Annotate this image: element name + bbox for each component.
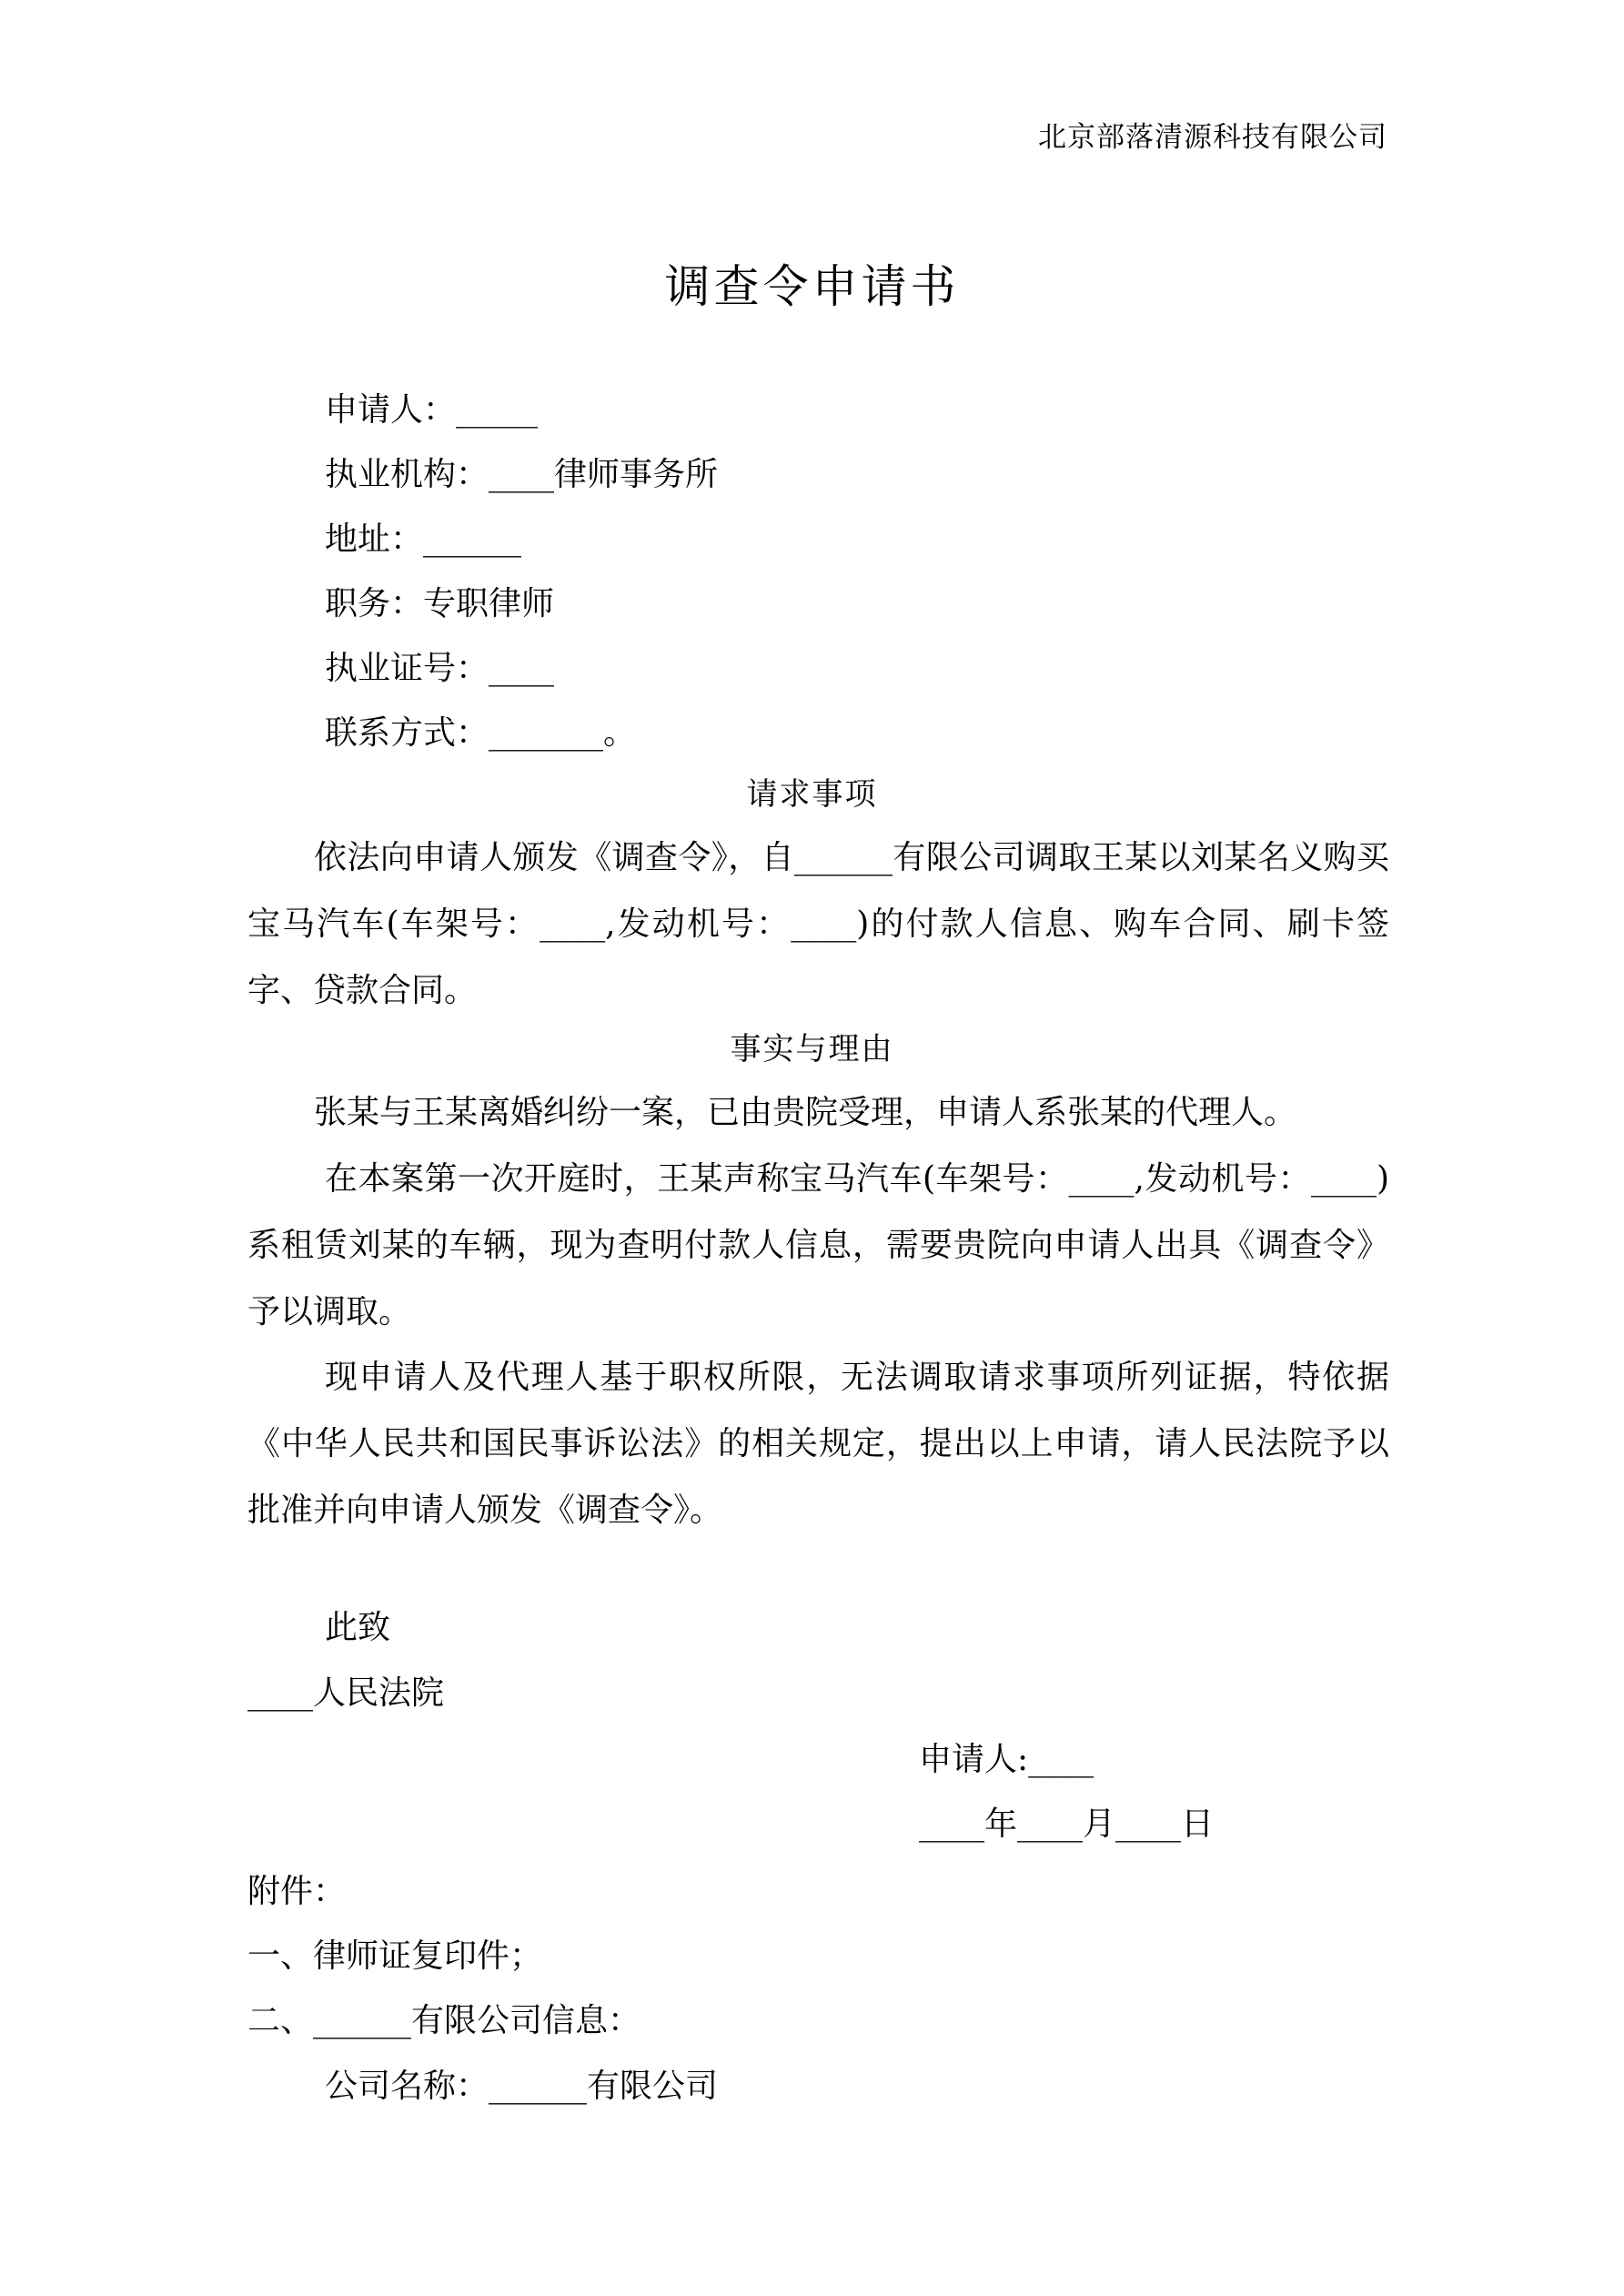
contact-field: 联系方式：_______。 bbox=[325, 714, 637, 752]
request-paragraph: 依法向申请人颁发《调查令》，自______有限公司调取王某以刘某名义购买宝马汽车(车架号：____,发动机号：____)的付款人信息、购车合同、刷卡签字、贷款合同。 bbox=[247, 839, 1389, 1009]
request-heading: 请求事项 bbox=[746, 776, 878, 813]
company-header: 北京部落清源科技有限公司 bbox=[1038, 121, 1387, 154]
facts-paragraph-2: 在本案第一次开庭时，王某声称宝马汽车(车架号：____,发动机号：____)系租赁刘某的车辆，现为查明付款人信息，需要贵院向申请人出具《调查令》予以调取。 bbox=[247, 1160, 1389, 1330]
position-field: 职务：专职律师 bbox=[325, 585, 555, 622]
facts-paragraph-3: 现申请人及代理人基于职权所限，无法调取请求事项所列证据，特依据《中华人民共和国民事诉讼法》的相关规定，提出以上申请，请人民法院予以批准并向申请人颁发《调查令》。 bbox=[247, 1359, 1389, 1529]
institution-field: 执业机构：____律师事务所 bbox=[325, 456, 719, 493]
address-field: 地址：______ bbox=[325, 521, 522, 558]
attachment-item-2: 二、______有限公司信息： bbox=[247, 2002, 641, 2039]
attachment-item-1: 一、律师证复印件； bbox=[247, 1937, 543, 1975]
facts-paragraph-1: 张某与王某离婚纠纷一案，已由贵院受理，申请人系张某的代理人。 bbox=[314, 1094, 1297, 1131]
signature-applicant: 申请人:____ bbox=[919, 1741, 1094, 1778]
closing-salutation: 此致 bbox=[325, 1609, 391, 1646]
signature-date: ____年____月____日 bbox=[919, 1805, 1215, 1843]
license-number-field: 执业证号：____ bbox=[325, 650, 555, 687]
facts-heading: 事实与理由 bbox=[730, 1031, 894, 1067]
document-title: 调查令申请书 bbox=[664, 260, 960, 313]
applicant-field: 申请人：_____ bbox=[325, 391, 539, 429]
attachments-label: 附件： bbox=[247, 1873, 347, 1910]
court-name: ____人民法院 bbox=[247, 1674, 445, 1712]
company-name-line: 公司名称：______有限公司 bbox=[325, 2068, 719, 2105]
